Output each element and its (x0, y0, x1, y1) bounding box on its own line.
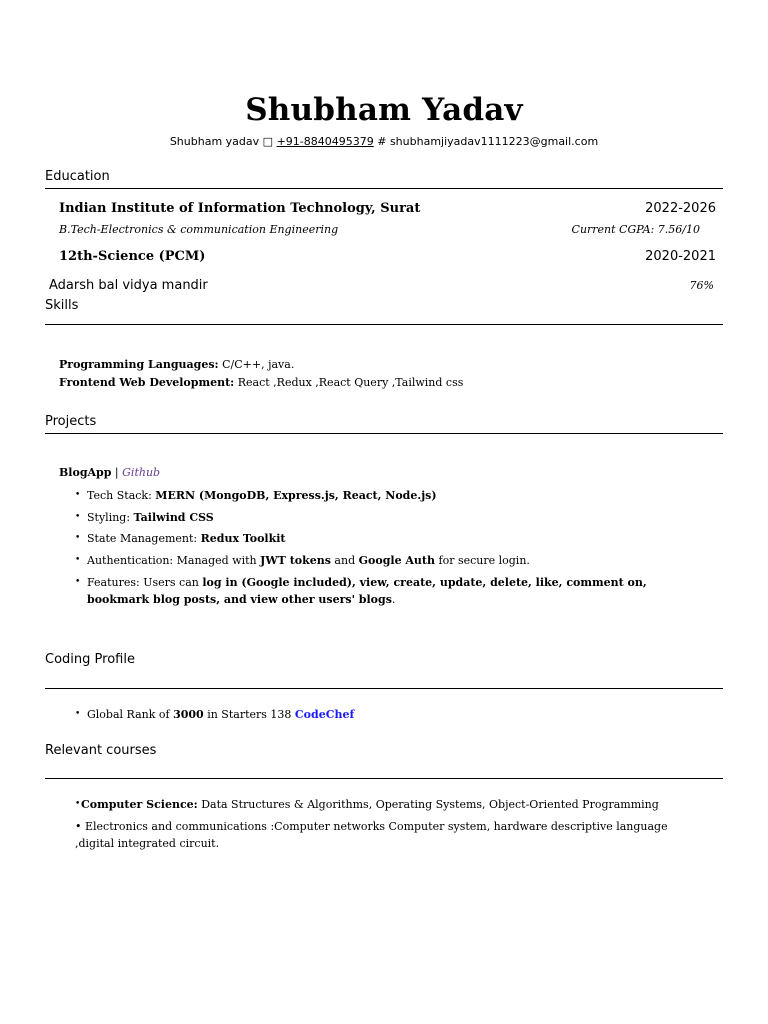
education-heading: Education (45, 169, 110, 184)
project-separator: | (114, 466, 119, 479)
skill-programming-languages (59, 358, 294, 371)
email-link[interactable]: shubhamjiyadav1111223@gmail.com (389, 135, 599, 148)
skill-frontend-development (59, 376, 463, 389)
project-bullet-features: • Features: Users can log in (Google included), view, create, update, delete, like, comment on, bookmark blog posts, and view other users' blogs. (75, 576, 647, 606)
candidate-name: Shubham Yadav (245, 92, 523, 128)
education-score-1: Current CGPA: 7.56/10 (571, 223, 700, 236)
codechef-link[interactable]: CodeChef (294, 708, 355, 721)
education-degree-1: B.Tech-Electronics & communication Engineering (59, 223, 339, 236)
skill-label: Frontend Web Development: (59, 376, 235, 389)
skills-heading: Skills (45, 298, 79, 313)
education-years-2: 2020-2021 (645, 249, 716, 264)
education-degree-2: Adarsh bal vidya mandir (49, 278, 208, 293)
projects-divider (45, 433, 723, 434)
education-years-1: 2022-2026 (645, 201, 716, 216)
contact-line (0, 135, 768, 148)
skills-divider (45, 324, 723, 325)
coding-profile-heading: Coding Profile (45, 652, 135, 667)
project-bullet-tech-stack: • Tech Stack: MERN (MongoDB, Express.js, React, Node.js) (75, 489, 437, 502)
education-divider (45, 188, 723, 189)
courses-divider (45, 778, 723, 779)
email-icon: # (377, 135, 387, 148)
skill-value: React ,Redux ,React Query ,Tailwind css (237, 376, 464, 389)
coding-profile-divider (45, 688, 723, 689)
bullet-icon: • (75, 799, 81, 809)
bullet-icon: • (75, 512, 81, 522)
bullet-icon: • (75, 533, 81, 543)
course-electronics: • Electronics and communications :Computer networks Computer system, hardware descriptive language ,digital integrated circuit. (75, 820, 668, 850)
bullet-icon: • (75, 709, 81, 719)
skill-label: Programming Languages: (59, 358, 219, 371)
courses-heading: Relevant courses (45, 743, 157, 758)
education-score-2: 76% (689, 279, 714, 292)
contact-name: Shubham yadav (169, 135, 260, 148)
project-bullet-styling: • Styling: Tailwind CSS (75, 511, 214, 524)
education-institution-2: 12th-Science (PCM) (59, 249, 206, 264)
phone-link[interactable]: +91-8840495379 (276, 135, 374, 148)
project-title-line (59, 466, 160, 479)
bullet-icon: • (75, 820, 82, 833)
project-bullet-authentication: • Authentication: Managed with JWT tokens and Google Auth for secure login. (75, 554, 530, 567)
project-bullet-state-management: • State Management: Redux Toolkit (75, 532, 286, 545)
course-computer-science: • Computer Science: Data Structures & Algorithms, Operating Systems, Object-Oriented Programming (75, 798, 659, 811)
project-title: BlogApp (59, 466, 112, 479)
projects-heading: Projects (45, 414, 97, 429)
skill-value: C/C++, java. (222, 358, 295, 371)
bullet-icon: • (75, 555, 81, 565)
github-link[interactable]: Github (122, 466, 161, 479)
bullet-icon: • (75, 490, 81, 500)
phone-icon: □ (262, 135, 274, 148)
bullet-icon: • (75, 577, 81, 587)
coding-profile-bullet: • Global Rank of 3000 in Starters 138 CodeChef (75, 708, 355, 721)
education-institution-1: Indian Institute of Information Technology, Surat (59, 201, 421, 216)
